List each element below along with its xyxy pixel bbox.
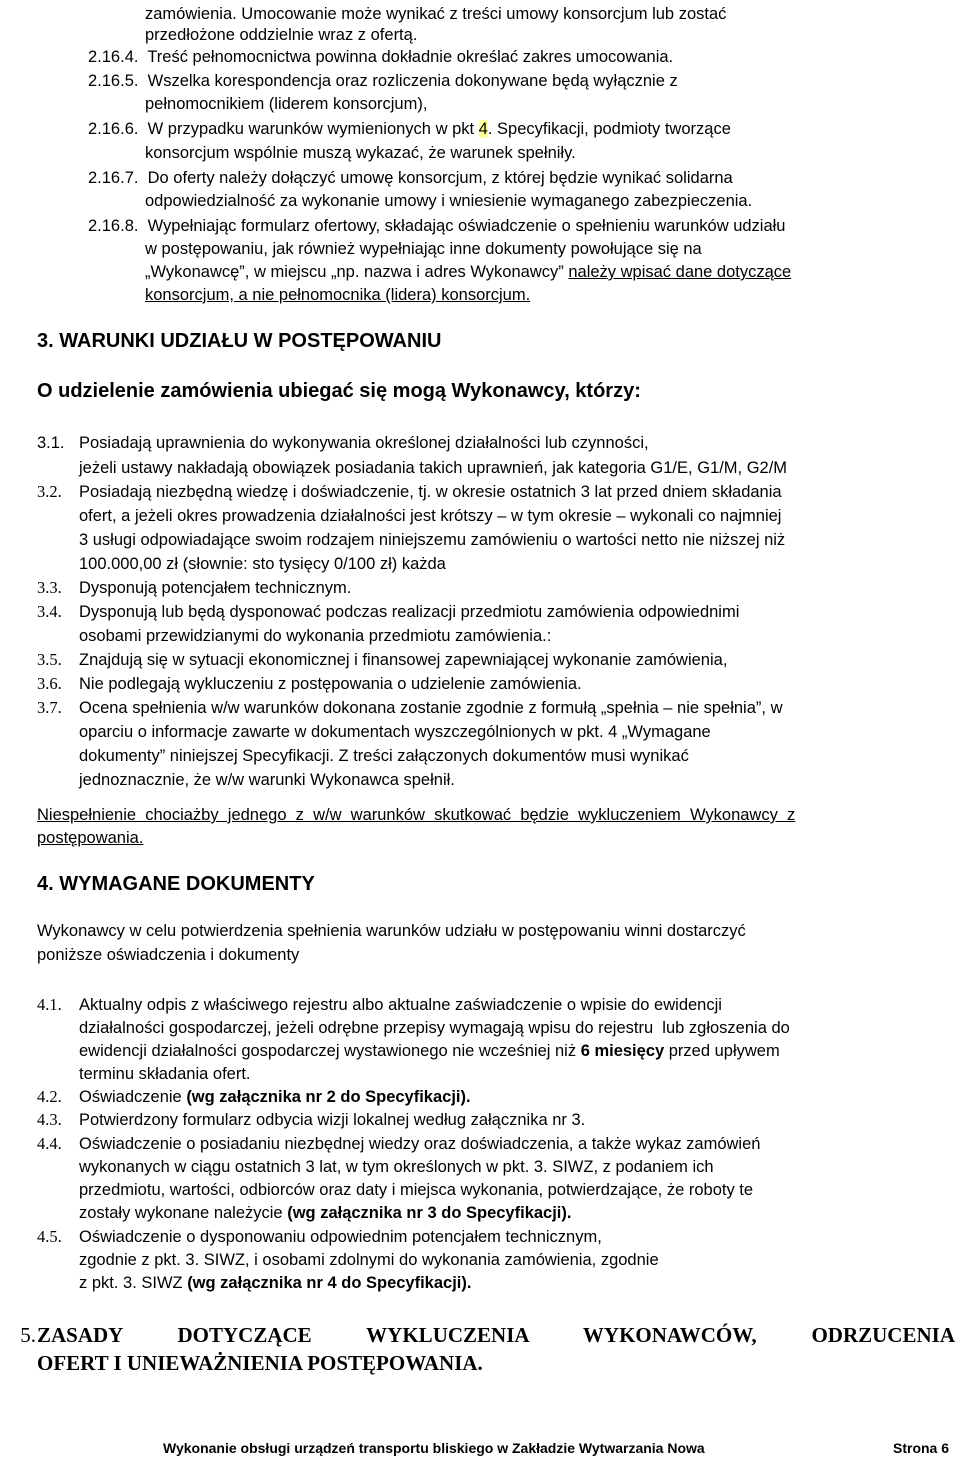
exclusion-warning: postępowania.	[37, 829, 144, 847]
paragraph-line: konsorcjum, a nie pełnomocnika (lidera) konsorcjum.	[145, 286, 531, 304]
paragraph-line: poniższe oświadczenia i dokumenty	[37, 946, 300, 964]
item-2-16-7: 2.16.7. Do oferty należy dołączyć umowę konsorcjum, z której będzie wynikać solidarna	[88, 169, 733, 187]
paragraph-line: przedmiotu, wartości, odbiorców oraz daty i miejsca wykonania, potwierdzające, że roboty te	[79, 1181, 754, 1199]
paragraph-line: zostały wykonane należycie (wg załącznika nr 3 do Specyfikacji).	[79, 1204, 572, 1222]
document-4-5: Oświadczenie o dysponowaniu odpowiednim potencjałem technicznym,	[79, 1228, 602, 1246]
paragraph-line: działalności gospodarczej, jeżeli odrębne przepisy wymagają wpisu do rejestru lub zgłoszenia do	[79, 1019, 790, 1037]
section-4-heading: 4. WYMAGANE DOKUMENTY	[37, 873, 315, 895]
section-3-subheading: O udzielenie zamówienia ubiegać się mogą Wykonawcy, którzy:	[37, 380, 641, 402]
item-number: 3.2.	[37, 482, 62, 501]
paragraph-line: 100.000,00 zł (słownie: sto tysięcy 0/100 zł) każda	[79, 555, 446, 573]
item-number: 4.2.	[37, 1087, 62, 1106]
paragraph-line: w postępowaniu, jak również wypełniając inne dokumenty powołujące się na	[145, 240, 702, 258]
footer-title: Wykonanie obsługi urządzeń transportu bliskiego w Zakładzie Wytwarzania Nowa	[163, 1440, 705, 1456]
item-2-16-8: 2.16.8. Wypełniając formularz ofertowy, składając oświadczenie o spełnieniu warunków udziału	[88, 217, 786, 235]
condition-3-4: Dysponują lub będą dysponować podczas realizacji przedmiotu zamówienia odpowiednimi	[79, 603, 740, 621]
paragraph-line: zamówienia. Umocowanie może wynikać z treści umowy konsorcjum lub zostać	[145, 5, 727, 23]
paragraph-line: 3 usługi odpowiadające swoim rodzajem niniejszemu zamówieniu o wartości netto nie niższej niż	[79, 531, 786, 549]
item-number: 3.1.	[37, 434, 65, 452]
document-4-2: Oświadczenie (wg załącznika nr 2 do Specyfikacji).	[79, 1088, 471, 1106]
document-4-1: Aktualny odpis z właściwego rejestru albo aktualne zaświadczenie o wpisie do ewidencji	[79, 996, 722, 1014]
paragraph-line: ewidencji działalności gospodarczej wystawionego nie wcześniej niż 6 miesięcy przed upływem	[79, 1042, 780, 1060]
paragraph-line: odpowiedzialność za wykonanie umowy i wniesienie wymaganego zabezpieczenia.	[145, 192, 753, 210]
section-4-intro: Wykonawcy w celu potwierdzenia spełnienia warunków udziału w postępowaniu winni dostarczyć	[37, 922, 746, 940]
item-2-16-4: 2.16.4. Treść pełnomocnictwa powinna dokładnie określać zakres umocowania.	[88, 48, 674, 66]
condition-3-1: Posiadają uprawnienia do wykonywania określonej działalności lub czynności,	[79, 434, 649, 452]
item-number: 3.5.	[37, 650, 62, 669]
section-5-number: 5.	[20, 1323, 36, 1347]
paragraph-line: „Wykonawcę”, w miejscu „np. nazwa i adres Wykonawcy” należy wpisać dane dotyczące	[145, 263, 792, 281]
condition-3-6: Nie podlegają wykluczeniu z postępowania o udzielenie zamówienia.	[79, 675, 582, 693]
exclusion-warning: Niespełnienie chociażby jednego z w/w warunków skutkować będzie wykluczeniem Wykonawcy z	[37, 806, 796, 824]
item-number: 4.1.	[37, 995, 62, 1014]
paragraph-line: jeżeli ustawy nakładają obowiązek posiadania takich uprawnień, jak kategoria G1/E, G1/M, G2/M	[79, 459, 788, 477]
paragraph-line: wykonanych w ciągu ostatnich 3 lat, w tym określonych w pkt. 3. SIWZ, z podaniem ich	[79, 1158, 714, 1176]
highlighted-reference: 4	[478, 120, 488, 138]
paragraph-line: pełnomocnikiem (liderem konsorcjum),	[145, 95, 428, 113]
page-number: Strona 6	[893, 1440, 950, 1456]
section-5-heading: ZASADY DOTYCZĄCE WYKLUCZENIA WYKONAWCÓW, ODRZUCENIA	[37, 1323, 955, 1347]
paragraph-line: przedłożone oddzielnie wraz z ofertą.	[145, 26, 418, 44]
condition-3-2: Posiadają niezbędną wiedzę i doświadczenie, tj. w okresie ostatnich 3 lat przed dniem składania	[79, 483, 782, 501]
section-3-heading: 3. WARUNKI UDZIAŁU W POSTĘPOWANIU	[37, 330, 442, 352]
condition-3-7: Ocena spełnienia w/w warunków dokonana zostanie zgodnie z formułą „spełnia – nie spełnia”, w	[79, 699, 783, 717]
section-5-heading-cont: OFERT I UNIEWAŻNIENIA POSTĘPOWANIA.	[37, 1351, 483, 1375]
item-number: 4.4.	[37, 1134, 62, 1153]
paragraph-line: zgodnie z pkt. 3. SIWZ, i osobami zdolnymi do wykonania zamówienia, zgodnie	[79, 1251, 659, 1269]
item-number: 3.4.	[37, 602, 62, 621]
item-number: 4.3.	[37, 1110, 62, 1129]
paragraph-line: konsorcjum wspólnie muszą wykazać, że warunek spełniły.	[145, 144, 576, 162]
paragraph-line: terminu składania ofert.	[79, 1065, 251, 1083]
document-4-4: Oświadczenie o posiadaniu niezbędnej wiedzy oraz doświadczenia, a także wykaz zamówień	[79, 1135, 761, 1153]
item-number: 4.5.	[37, 1227, 62, 1246]
paragraph-line: ofert, a jeżeli okres prowadzenia działalności jest krótszy – w tym okresie – wykonali co najmniej	[79, 507, 782, 525]
paragraph-line: dokumenty” niniejszej Specyfikacji. Z treści załączonych dokumentów musi wynikać	[79, 747, 689, 765]
item-number: 3.6.	[37, 674, 62, 693]
document-4-3: Potwierdzony formularz odbycia wizji lokalnej według załącznika nr 3.	[79, 1111, 586, 1129]
item-2-16-6: 2.16.6. W przypadku warunków wymienionych w pkt 4. Specyfikacji, podmioty tworzące	[88, 120, 731, 138]
item-number: 3.7.	[37, 698, 62, 717]
paragraph-line: osobami przewidzianymi do wykonania przedmiotu zamówienia.:	[79, 627, 552, 645]
item-number: 3.3.	[37, 578, 62, 597]
paragraph-line: z pkt. 3. SIWZ (wg załącznika nr 4 do Specyfikacji).	[79, 1274, 472, 1292]
paragraph-line: jednoznacznie, że w/w warunki Wykonawca spełnił.	[79, 771, 455, 789]
paragraph-line: oparciu o informacje zawarte w dokumentach wyszczególnionych w pkt. 4 „Wymagane	[79, 723, 711, 741]
item-2-16-5: 2.16.5. Wszelka korespondencja oraz rozliczenia dokonywane będą wyłącznie z	[88, 72, 678, 90]
condition-3-5: Znajdują się w sytuacji ekonomicznej i finansowej zapewniającej wykonanie zamówienia,	[79, 651, 728, 669]
condition-3-3: Dysponują potencjałem technicznym.	[79, 579, 352, 597]
